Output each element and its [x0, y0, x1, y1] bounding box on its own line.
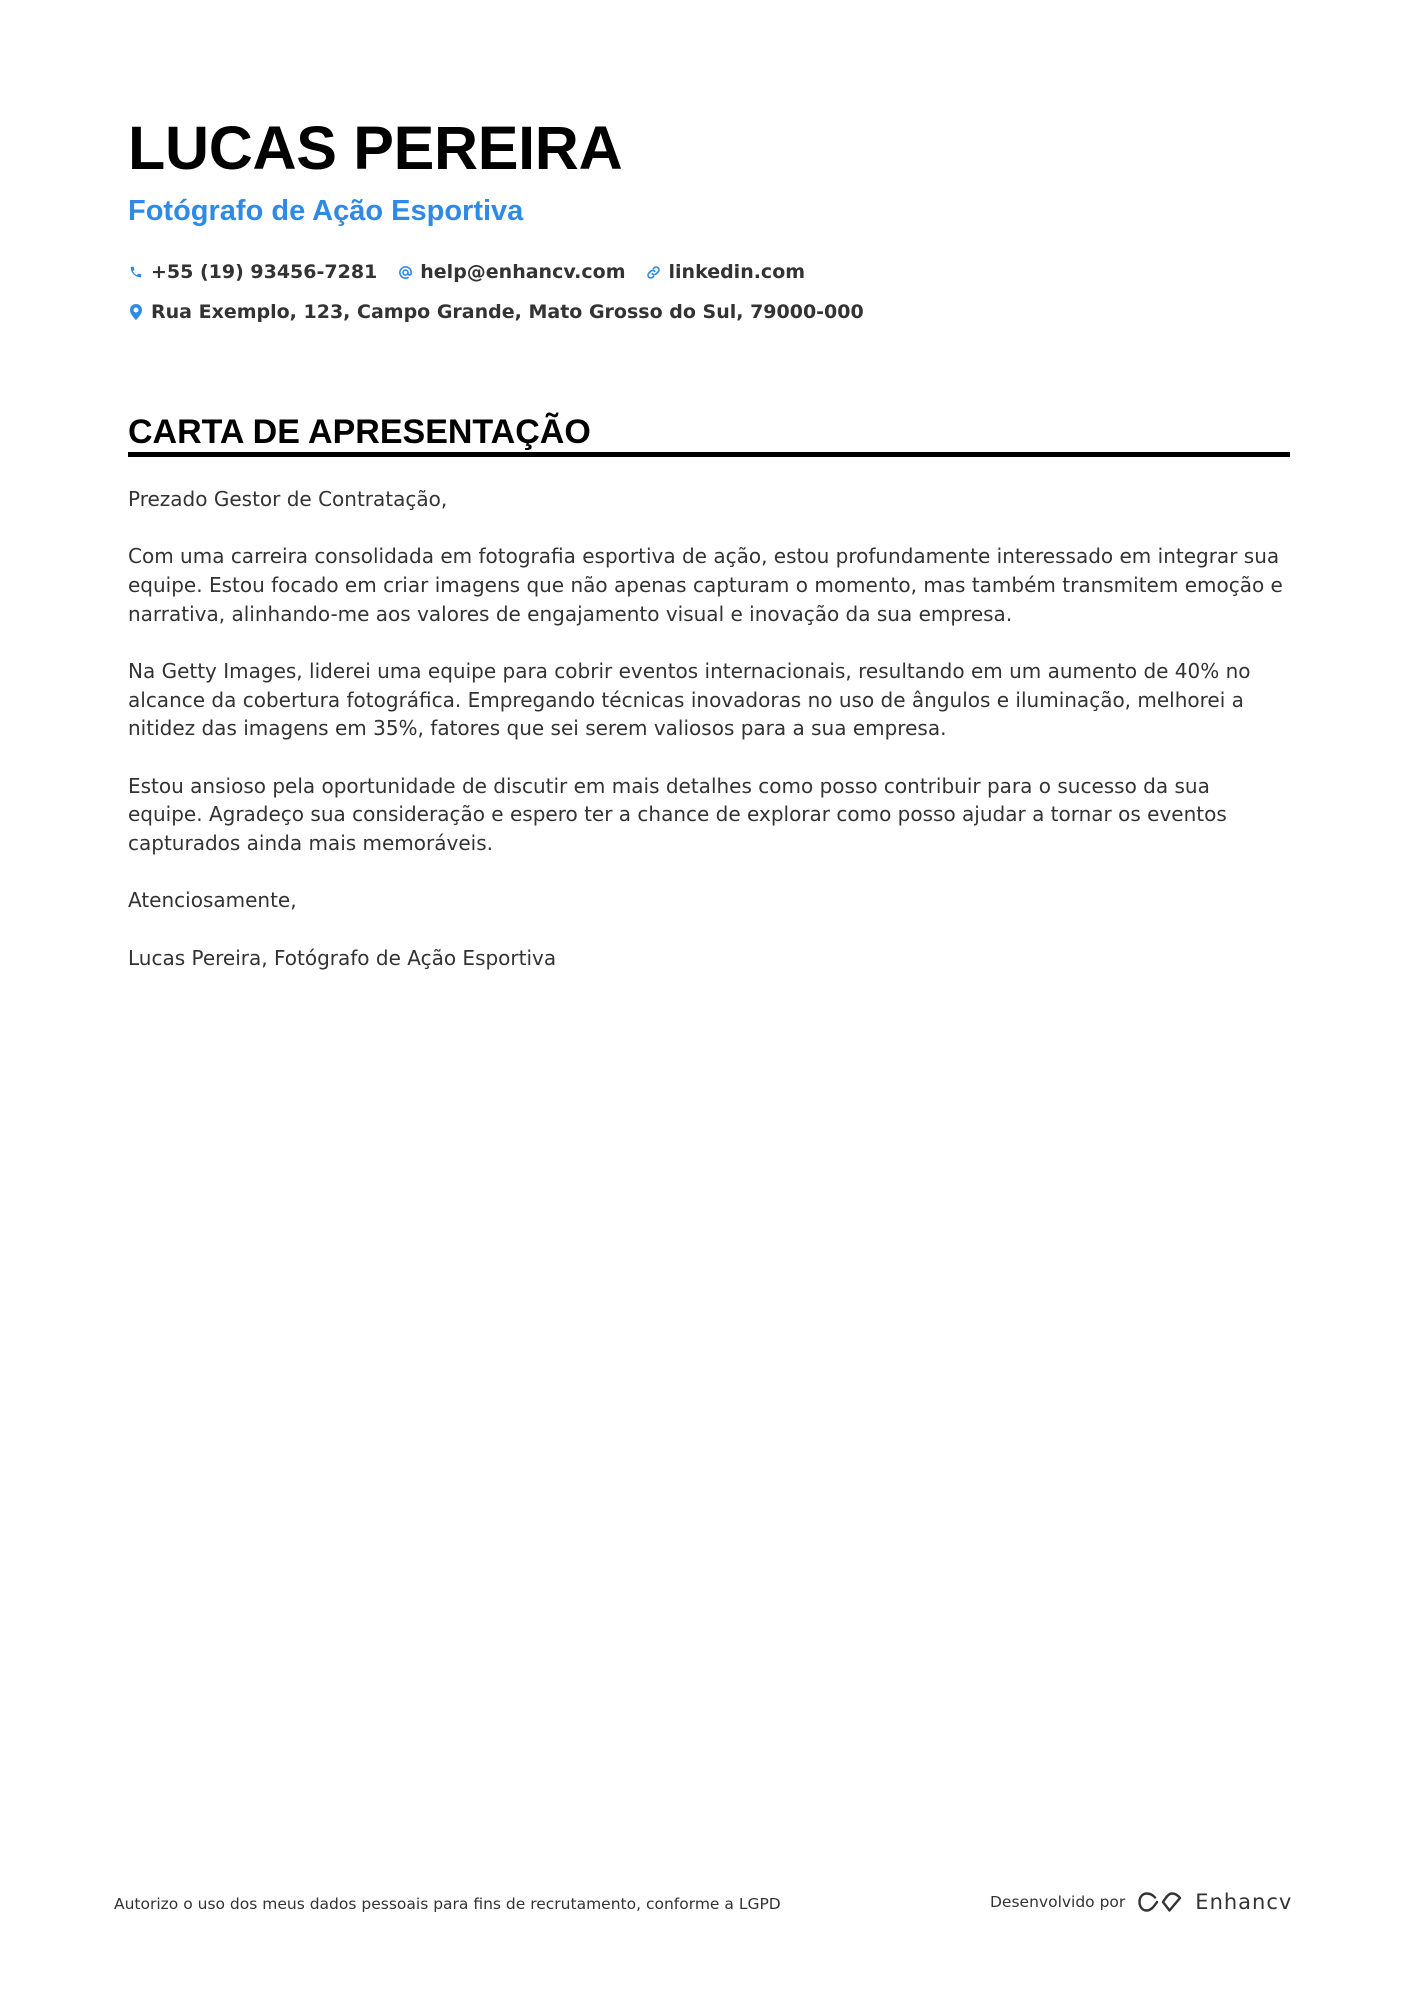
- phone-number: +55 (19) 93456-7281: [151, 261, 378, 283]
- link-icon: [646, 263, 662, 281]
- letter-paragraph: Estou ansioso pela oportunidade de discutir em mais detalhes como posso contribuir para o sucesso da sua equipe. Agradeço sua consideração e espero ter a chance de explorar como posso ajudar a tornar os eventos capturados ainda mais memoráveis.: [128, 773, 1227, 856]
- contact-email[interactable]: [397, 261, 625, 283]
- letter-signature: Lucas Pereira, Fotógrafo de Ação Esportiva: [128, 945, 557, 970]
- linkedin-url[interactable]: linkedin.com: [668, 261, 806, 283]
- brand-name: Enhancv: [1195, 1890, 1293, 1914]
- phone-icon: [128, 263, 144, 281]
- cover-letter-page: [128, 110, 1290, 1001]
- powered-by: [990, 1890, 1292, 1914]
- consent-note: Autorizo o uso dos meus dados pessoais para fins de recrutamento, conforme a LGPD: [114, 1895, 781, 1913]
- letter-greeting: Prezado Gestor de Contratação,: [128, 487, 448, 511]
- letter-body: [128, 485, 1290, 972]
- applicant-name: LUCAS PEREIRA: [128, 114, 623, 182]
- enhancv-logo-icon: [1137, 1890, 1183, 1914]
- location-pin-icon: [128, 303, 144, 321]
- contact-address: [128, 301, 864, 323]
- section-divider: [128, 452, 1290, 457]
- contact-link[interactable]: [646, 261, 806, 283]
- contact-phone: [128, 261, 377, 283]
- applicant-title: Fotógrafo de Ação Esportiva: [128, 195, 524, 227]
- contact-row-address: [128, 294, 1290, 330]
- section-title: CARTA DE APRESENTAÇÃO: [128, 413, 591, 451]
- contact-info: [128, 254, 1290, 330]
- address-text: Rua Exemplo, 123, Campo Grande, Mato Grosso do Sul, 79000-000: [151, 301, 864, 323]
- powered-by-label: Desenvolvido por: [990, 1893, 1126, 1911]
- email-address[interactable]: help@enhancv.com: [420, 261, 626, 283]
- contact-row-primary: [128, 254, 1290, 290]
- at-icon: [397, 263, 413, 281]
- letter-closing: Atenciosamente,: [128, 888, 297, 913]
- letter-paragraph: Na Getty Images, liderei uma equipe para cobrir eventos internacionais, resultando em um aumento de 40% no alcance da cobertura fotográfica. Empregando técnicas inovadoras no uso de ângulos e iluminação, melhorei a nitidez das imagens em 35%, fatores que sei serem valiosos para a sua empresa.: [128, 659, 1251, 741]
- letter-paragraph: Com uma carreira consolidada em fotografia esportiva de ação, estou profundamente interessado em integrar sua equipe. Estou focado em criar imagens que não apenas capturam o momento, mas também transmitem emoção e narrativa, alinhando-me aos valores de engajamento visual e inovação da sua empresa.: [128, 544, 1283, 626]
